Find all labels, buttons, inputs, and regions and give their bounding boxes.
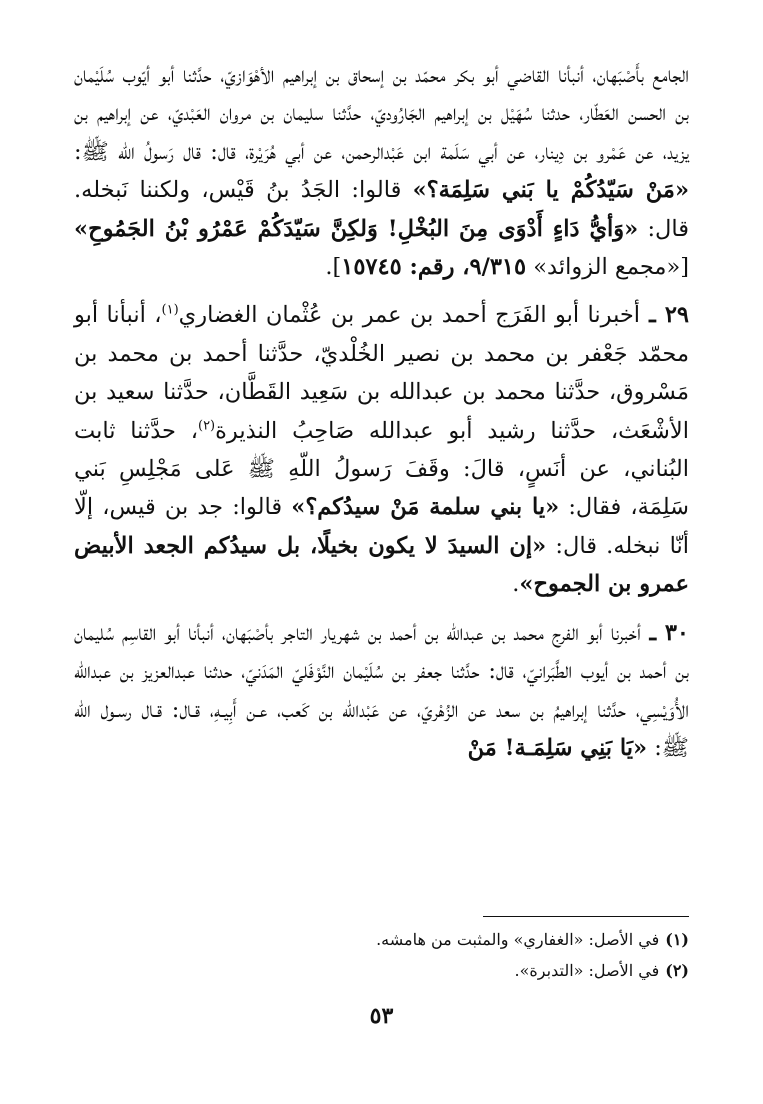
page-number: ٥٣ [369, 1003, 394, 1029]
bold-text: «يَا بَنِي سَلِمَـة! مَنْ [467, 734, 648, 761]
body-text [74, 56, 689, 767]
footnote-text: في الأصل: «التدبرة». [514, 961, 660, 980]
footnote-1 [74, 924, 689, 955]
bold-text: «وَأيُّ دَاءٍ أَدْوَى مِنَ البُخْلِ! وَلكِنَّ سَيّدَكُمْ عَمْرُو بْنُ الجَمُوحِ» [74, 215, 639, 242]
text-run: . [512, 571, 520, 598]
paragraph [74, 56, 689, 286]
footnote-ref: (١) [161, 302, 179, 318]
bold-text: «إن السيدَ لا يكون بخيلًا، بل سيدُكم الجعد الأبيض عمرو بن الجموح» [74, 532, 689, 598]
footnote-2 [74, 955, 689, 986]
bold-text: ٢٩ ـ [640, 302, 690, 329]
text-run: قالوا: جد بن قيس، إلّا أنّا نبخله. قال: [74, 494, 689, 559]
text-run: قالوا: الجَدُ بنُ قَيْس، ولكننا نَبخله. قال: [74, 177, 689, 242]
bold-text: «مَنْ سَيّدُكُمْ يا بَني سَلِمَة؟» [412, 177, 690, 204]
footnote-separator [483, 916, 689, 917]
paragraph [74, 296, 689, 603]
footnote-text: في الأصل: «الغفاري» والمثبت من هامشه. [376, 930, 660, 949]
text-run: ، أنبأنا أبو محمّد جَعْفر بن محمد بن نصير الخُلْديّ، حدَّثنا أحمد بن محمد بن مَسْروق، حدَّثنا محمد بن عبدالله بن سَعِيد القَطَّان، حدَّثنا سعيد بن الأشْعَث، حدَّثنا رشيد أبو عبدالله صَاحِبُ النذيرة [74, 302, 689, 444]
bold-text: «يا بني سلمة مَنْ سيدُكم؟» [291, 494, 560, 521]
text-run: ]. [325, 254, 342, 281]
text-run: أخبرنا أبو الفَرَج أحمد بن عمر بن عُثْمان الغضاري [178, 302, 641, 329]
text-run: ، حدَّثنا ثابت البُناني، عن أنَسٍ، قالَ: وقَفَ رَسولُ اللّهِ ﷺ عَلى مَجْلِسِ بَني سَلِمَة، فقال: [74, 417, 690, 521]
paragraph [74, 614, 689, 768]
text-run: أخبرنا أبو الفرج محمد بن عبدالله بن أحمد بن شهريار التاجر بأصْبَهان، أنبأنا أبو القاسِم سُليمان بن أحمد بن أيوب الطَّبَرانيّ، قال: حدَّثنا جعفر بن سُلَيْمان النَّوْفَليّ المَدَنيّ، حدثنا عبدالعزيز بن عبدالله الأُوَيْسِي، حدَّثنا إبراهيمُ بن سعد عن الزُهْريّ، عن عَبْدالله بن كَعب، عـن أَبِيـهِ، قـال: قـال رسـول الله ﷺ: [74, 619, 689, 761]
text-run: الجامع بأَصْبَهان، أنبأنا القاضي أبو بكر محمّد بن إسحاق بن إبراهيم الأهْوَازيّ، حدَّثنا أبو أيّوب سُلَيْمان بن الحسن العَطّار، حدثنا سُهَيْل بن إبراهيم الجَارُوديّ، حدَّثنا سليمان بن مروان العَبْديّ، عن إبراهيم بن يزيد، عن عَمْرو بن دِينار، عن أبي سَلَمة ابن عَبْدالرحمن، عن أبي هُرَيْرة، قال: قال رَسولُ الله ﷺ: [74, 62, 689, 165]
footnotes [74, 924, 689, 986]
footnote-number: (١) [665, 930, 689, 949]
bold-text: ٣٠ ـ [640, 619, 690, 646]
footnote-number: (٢) [665, 961, 689, 980]
footnote-ref: (٢) [197, 418, 216, 434]
text-run: [«مجمع الزوائد» [526, 254, 689, 281]
bold-text: ٩/٣١٥، رقم: ١٥٧٤٥ [341, 254, 527, 281]
